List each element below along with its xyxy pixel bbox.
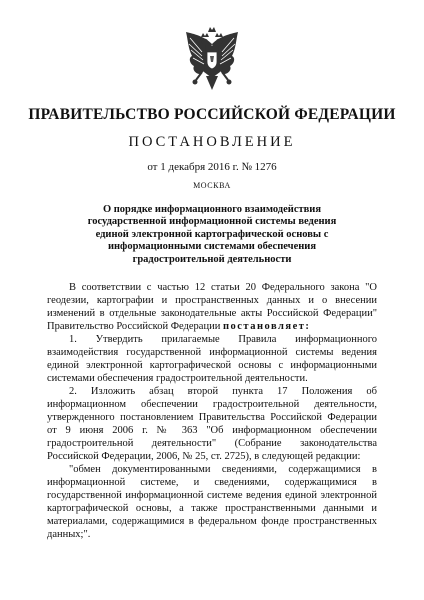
paragraph-item-1: 1. Утвердить прилагаемые Правила информационного взаимодействия государственной информационной системы ведения единой электронной картографической основы с информационными системами обеспечения градостроительной деятельности. <box>47 334 377 384</box>
document-type: ПОСТАНОВЛЕНИЕ <box>128 134 296 150</box>
government-title: ПРАВИТЕЛЬСТВО РОССИЙСКОЙ ФЕДЕРАЦИИ <box>28 106 396 123</box>
document-subject: О порядке информационного взаимодействия государственной информационной системы ведения единой электронной картографической основы с информационными системами обеспечения градостроительной деятельности <box>87 204 337 265</box>
decree-word: постановляет: <box>222 321 311 332</box>
document-date-number: от 1 декабря 2016 г. № 1276 <box>147 161 277 173</box>
city: МОСКВА <box>193 181 231 190</box>
paragraph-item-2: 2. Изложить абзац второй пункта 17 Положения об информационном обеспечении градостроительной деятельности, утвержденного постановлением Правительства Российской Федерации от 9 июня 2006 г. № 363 "Об информационном обеспечении градостроительной деятельности" (Собрание законодательства Российской Федерации, 2006, № 25, ст. 2725), в следующей редакции: <box>47 386 377 462</box>
paragraph-intro <box>47 281 377 333</box>
coat-of-arms-icon <box>182 26 242 92</box>
intro-text: В соответствии с частью 12 статьи 20 Федерального закона "О геодезии, картографии и пространственных данных и о внесении изменений в отдельные законодательные акты Российской Федерации" Правительство Российской Федерации <box>47 282 377 332</box>
document-body <box>47 281 377 541</box>
paragraph-quote: "обмен документированными сведениями, содержащимися в информационной системе, и сведениями, содержащимися в государственной информационной системе ведения единой электронной картографической основы, а также пространственными данными и материалами, содержащимися в федеральном фонде пространственных данных;". <box>47 464 377 540</box>
